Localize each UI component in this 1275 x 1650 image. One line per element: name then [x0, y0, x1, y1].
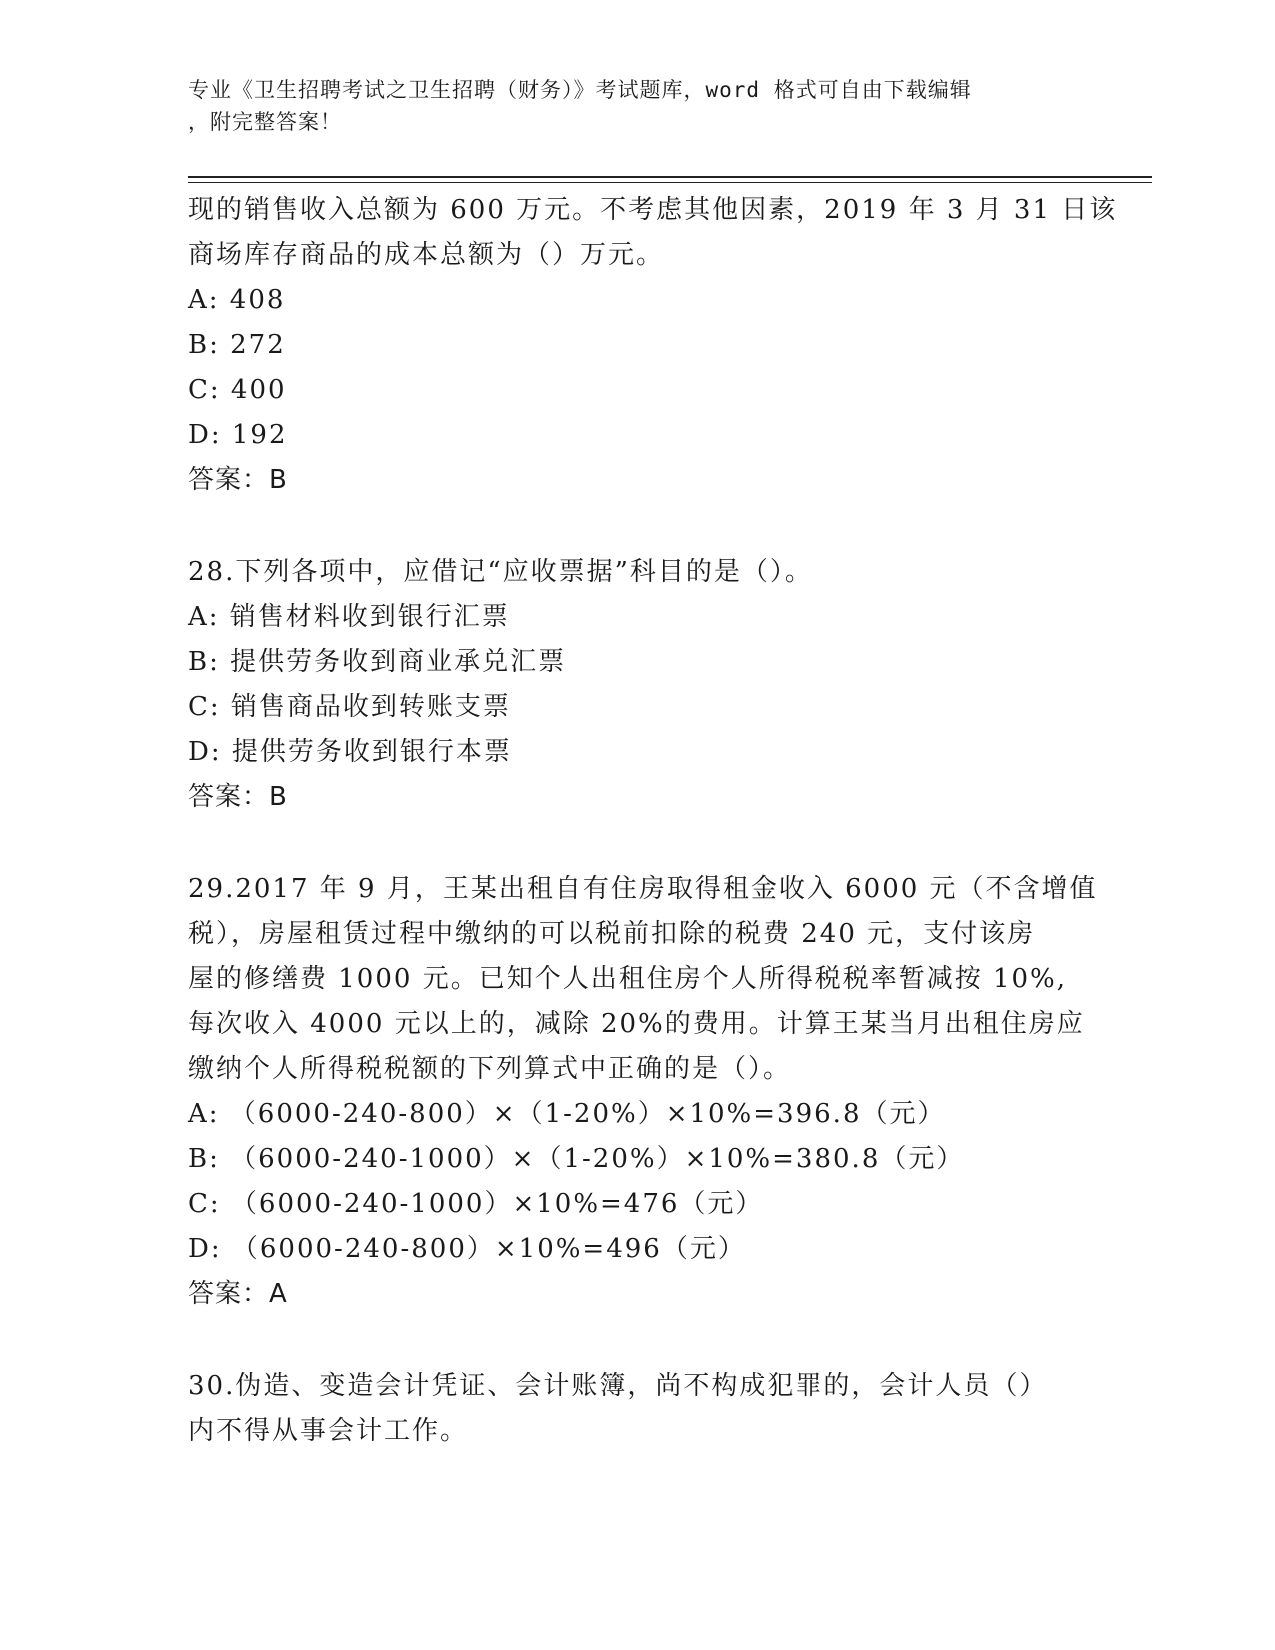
option-d: D: （6000-240-800）×10%=496（元）: [188, 1234, 746, 1264]
question-stem-line: 29.2017 年 9 月，王某出租自有住房取得租金收入 6000 元（不含增值: [188, 874, 1098, 904]
option-a: A: 408: [188, 285, 286, 315]
question-spacer: [188, 503, 1088, 550]
option-b: B: 提供劳务收到商业承兑汇票: [188, 647, 567, 677]
question-stem-line: 商场库存商品的成本总额为（）万元。: [188, 240, 665, 270]
question-27: [188, 188, 1118, 503]
document-header: [188, 74, 1068, 138]
question-spacer: [188, 1317, 1088, 1364]
question-28: [188, 550, 1088, 820]
answer-line: 答案：A: [188, 1279, 288, 1309]
question-29: [188, 867, 1098, 1317]
option-b: B: 272: [188, 330, 286, 360]
question-stem-line: 税），房屋租赁过程中缴纳的可以税前扣除的税费 240 元，支付该房: [188, 919, 1036, 949]
option-a: A: （6000-240-800）×（1-20%）×10%=396.8（元）: [188, 1099, 946, 1129]
option-c: C: 销售商品收到转账支票: [188, 692, 511, 722]
option-c: C: 400: [188, 375, 287, 405]
question-30: [188, 1364, 1088, 1454]
header-line-2: ，附完整答案！: [188, 110, 342, 134]
header-line-1: 专业《卫生招聘考试之卫生招聘（财务）》考试题库，word 格式可自由下载编辑: [188, 78, 972, 102]
question-stem-line: 缴纳个人所得税税额的下列算式中正确的是（）。: [188, 1054, 792, 1084]
question-stem-line: 30.伪造、变造会计凭证、会计账簿，尚不构成犯罪的，会计人员（）: [188, 1371, 1048, 1401]
option-d: D: 提供劳务收到银行本票: [188, 737, 512, 767]
question-spacer: [188, 820, 1088, 867]
option-c: C: （6000-240-1000）×10%=476（元）: [188, 1189, 764, 1219]
question-stem-line: 每次收入 4000 元以上的，减除 20%的费用。计算王某当月出租住房应: [188, 1009, 1085, 1039]
option-d: D: 192: [188, 420, 288, 450]
question-stem-line: 现的销售收入总额为 600 万元。不考虑其他因素，2019 年 3 月 31 日该: [188, 195, 1118, 225]
answer-line: 答案：B: [188, 782, 288, 812]
question-stem-line: 28.下列各项中，应借记“应收票据”科目的是（）。: [188, 557, 813, 587]
option-a: A: 销售材料收到银行汇票: [188, 602, 510, 632]
header-divider-thin: [188, 182, 1152, 183]
question-stem-line: 屋的修缮费 1000 元。已知个人出租住房个人所得税税率暂减按 10%,: [188, 964, 1068, 994]
question-list: [188, 188, 1118, 1454]
option-b: B: （6000-240-1000）×（1-20%）×10%=380.8（元）: [188, 1144, 965, 1174]
header-divider-thick: [188, 176, 1152, 178]
answer-line: 答案：B: [188, 465, 288, 495]
question-stem-line: 内不得从事会计工作。: [188, 1416, 469, 1446]
